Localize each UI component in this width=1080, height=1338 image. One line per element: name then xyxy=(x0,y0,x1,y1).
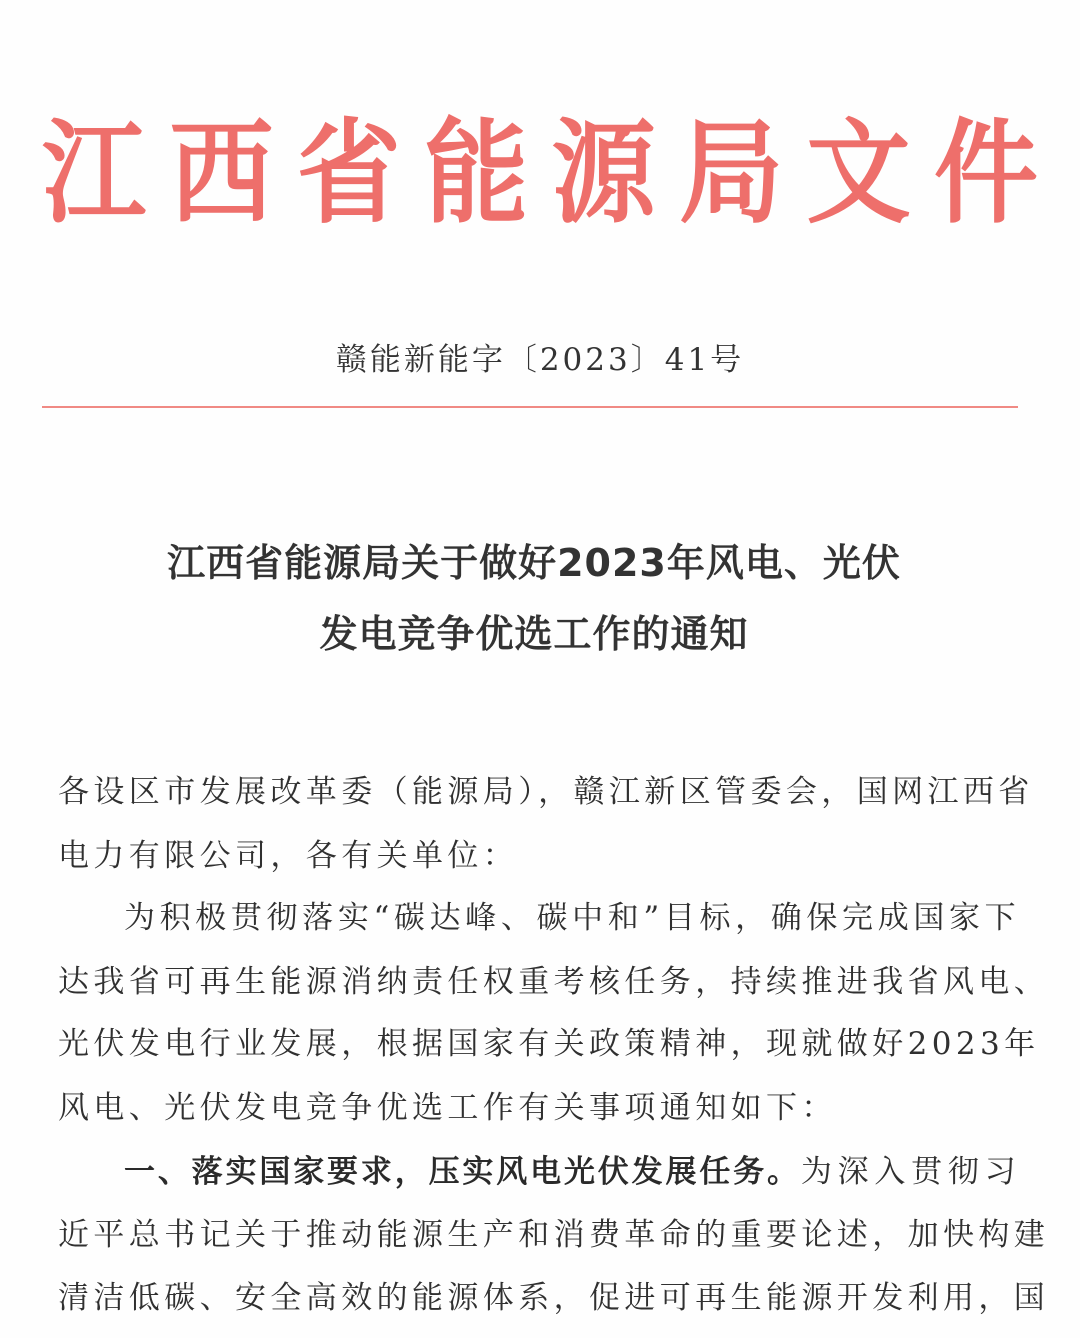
addressee-line-1: 各设区市发展改革委（能源局），赣江新区管委会，国网江西省 xyxy=(58,774,1034,810)
section-1-line-1-rest: 为深入贯彻习 xyxy=(800,1154,1020,1190)
document-number: 赣能新能字〔2023〕41号 xyxy=(335,342,745,378)
header-char: 省 xyxy=(296,106,401,239)
paragraph-1-line-2: 达我省可再生能源消纳责任权重考核任务，持续推进我省风电、 xyxy=(58,964,1050,1000)
header-char: 局 xyxy=(679,106,784,239)
header-char: 西 xyxy=(169,106,274,239)
header-char: 文 xyxy=(806,106,911,239)
header-char: 源 xyxy=(551,106,656,239)
section-1-line-2: 近平总书记关于推动能源生产和消费革命的重要论述，加快构建 xyxy=(58,1217,1050,1253)
paragraph-1-line-3: 光伏发电行业发展，根据国家有关政策精神，现就做好2023年 xyxy=(58,1026,1040,1062)
addressee-line-2: 电力有限公司，各有关单位： xyxy=(58,838,519,874)
document-title-line-2: 发电竞争优选工作的通知 xyxy=(319,612,749,656)
header-char: 江 xyxy=(41,106,146,239)
document-title-line-1: 江西省能源局关于做好2023年风电、光伏 xyxy=(167,541,901,585)
header-char: 能 xyxy=(424,106,529,239)
section-1-line-3: 清洁低碳、安全高效的能源体系，促进可再生能源开发利用，国 xyxy=(58,1280,1050,1316)
issuer-header-title xyxy=(34,108,1046,238)
section-1-heading: 一、落实国家要求，压实风电光伏发展任务。 xyxy=(124,1154,801,1190)
paragraph-1-line-4: 风电、光伏发电竞争优选工作有关事项通知如下： xyxy=(58,1090,837,1126)
section-1-line-1 xyxy=(124,1152,1020,1192)
paragraph-1-line-1: 为积极贯彻落实“碳达峰、碳中和”目标，确保完成国家下 xyxy=(124,900,1020,936)
red-divider-line xyxy=(42,406,1018,408)
header-char: 件 xyxy=(933,106,1038,239)
